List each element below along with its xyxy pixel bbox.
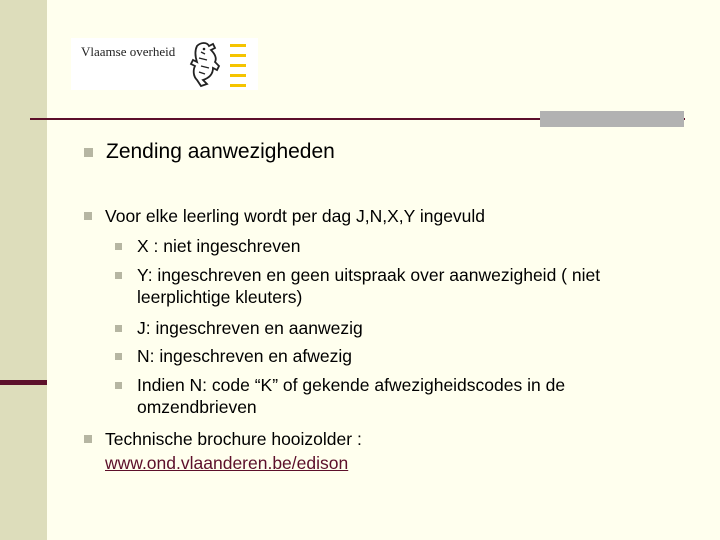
vlaamse-overheid-logo — [71, 38, 258, 90]
title-divider-block — [540, 111, 684, 127]
flemish-lion-icon — [189, 40, 225, 88]
slide-title-text: Zending aanwezigheden — [106, 140, 335, 163]
logo-text: Vlaamse overheid — [81, 44, 176, 59]
square-bullet-icon — [84, 148, 93, 157]
square-bullet-icon — [115, 325, 122, 332]
sub-bullet-text-line2: leerplichtige kleuters) — [137, 287, 303, 307]
square-bullet-icon — [84, 212, 92, 220]
square-bullet-icon — [115, 382, 122, 389]
square-bullet-icon — [115, 272, 122, 279]
square-bullet-icon — [84, 435, 92, 443]
sub-bullet-text: N: ingeschreven en afwezig — [137, 346, 352, 366]
square-bullet-icon — [115, 353, 122, 360]
sub-bullet-text-line1: Indien N: code “K” of gekende afwezigheidscodes in de — [137, 375, 566, 395]
left-decorative-band — [0, 0, 47, 540]
sub-bullet-text-line2: omzendbrieven — [137, 397, 257, 417]
sub-bullet-text: X : niet ingeschreven — [137, 236, 301, 256]
square-bullet-icon — [115, 243, 122, 250]
sub-bullet-text-line1: Y: ingeschreven en geen uitspraak over aanwezigheid ( niet — [137, 265, 601, 285]
bullet-text: Voor elke leerling wordt per dag J,N,X,Y ingevuld — [105, 206, 486, 226]
left-accent-bar — [0, 380, 47, 385]
logo-yellow-stripes-icon — [228, 42, 248, 88]
edison-link[interactable]: www.ond.vlaanderen.be/edison — [105, 453, 349, 473]
bullet-text: Technische brochure hooizolder : — [105, 429, 362, 449]
sub-bullet-text: J: ingeschreven en aanwezig — [137, 318, 363, 338]
